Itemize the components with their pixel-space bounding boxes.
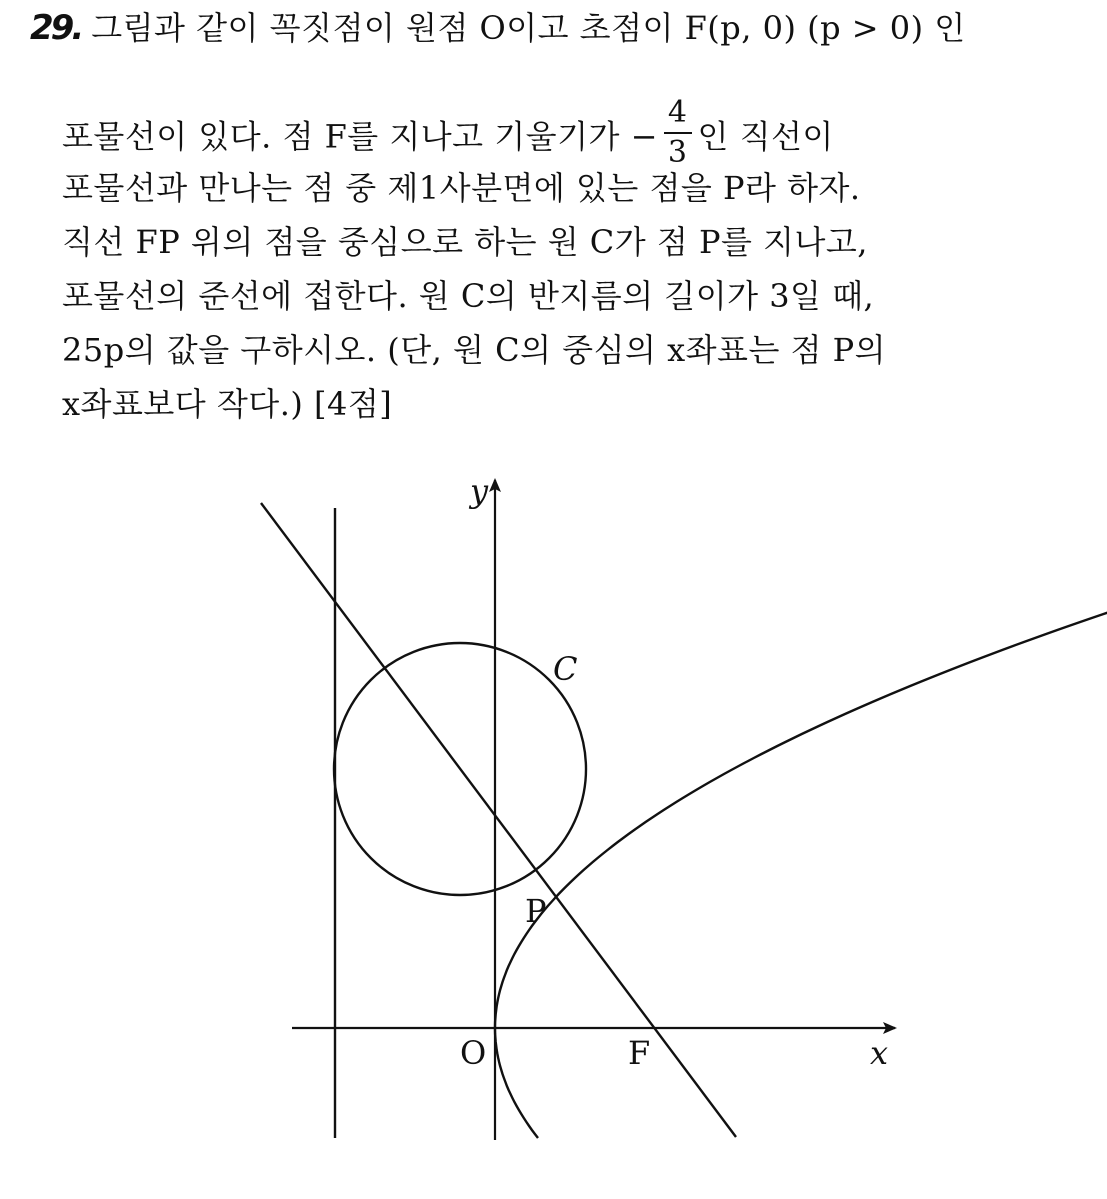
problem-line-2-tail: 인 직선이	[697, 117, 834, 156]
problem-line-5-text: 포물선의 준선에 접한다. 원 C의 반지름의 길이가 3일 때,	[62, 277, 875, 315]
circle-c-label: C	[553, 650, 578, 688]
problem-line-3-text: 포물선과 만나는 점 중 제1사분면에 있는 점을 P라 하자.	[62, 169, 861, 207]
problem-line-6-text: 25p의 값을 구하시오. (단, 원 C의 중심의 x좌표는 점 P의	[62, 331, 887, 369]
point-p-label: P	[525, 892, 547, 930]
slope-denominator: 3	[667, 135, 688, 170]
problem-line-7-text: x좌표보다 작다.) [4점]	[62, 385, 393, 423]
parabola-curve	[495, 530, 1107, 1138]
focus-label: F	[628, 1034, 651, 1072]
x-axis-label: x	[870, 1034, 889, 1072]
problem-line-2-text: 포물선이 있다. 점 F를 지나고 기울기가 −	[62, 117, 658, 156]
problem-line-4-text: 직선 FP 위의 점을 중심으로 하는 원 C가 점 P를 지나고,	[62, 223, 868, 261]
problem-number: 29.	[30, 8, 82, 48]
origin-label: O	[460, 1034, 487, 1072]
slope-numerator: 4	[664, 98, 692, 134]
line-fp	[261, 503, 736, 1137]
problem-line-1-text: 그림과 같이 꼭짓점이 원점 O이고 초점이 F(p, 0) (p > 0) 인	[91, 9, 966, 47]
y-axis-label: y	[470, 472, 489, 510]
